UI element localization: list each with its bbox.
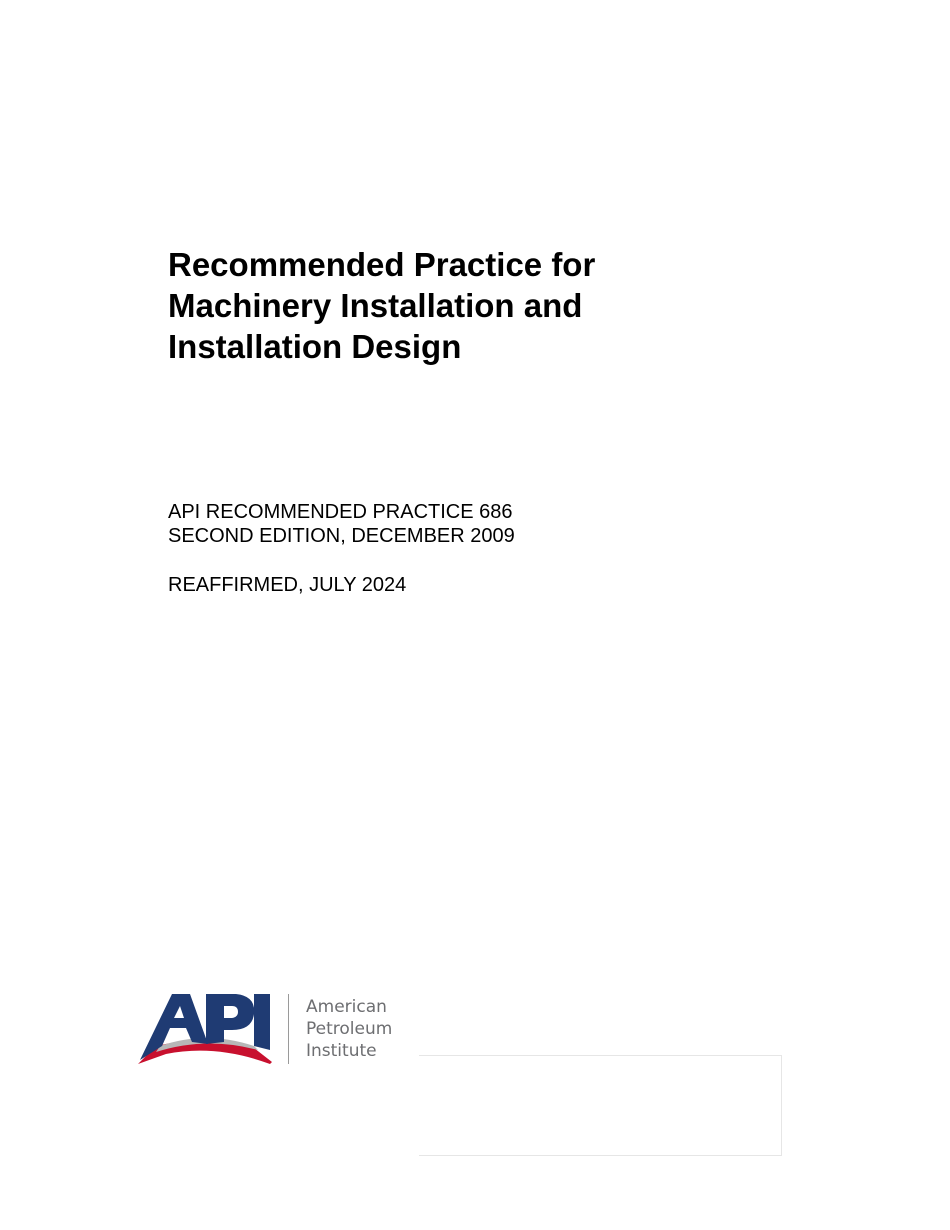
designation: API RECOMMENDED PRACTICE 686 [168, 501, 513, 523]
logo-letter-i [254, 994, 270, 1050]
document-title [168, 244, 788, 367]
logo-divider [288, 994, 289, 1064]
blank-frame [419, 1055, 782, 1156]
api-logo [136, 990, 416, 1070]
title-line-1: Recommended Practice for [168, 246, 596, 283]
logo-letter-p [206, 994, 254, 1044]
title-line-2: Machinery Installation and [168, 287, 583, 324]
logo-org-line-1: American [306, 997, 387, 1017]
document-meta [168, 500, 788, 548]
api-logo-mark [136, 990, 278, 1066]
reaffirmed-date: REAFFIRMED, JULY 2024 [168, 574, 407, 596]
logo-org-line-3: Institute [306, 1041, 377, 1061]
logo-org-name [306, 996, 392, 1062]
title-line-3: Installation Design [168, 328, 462, 365]
edition: SECOND EDITION, DECEMBER 2009 [168, 525, 515, 547]
logo-org-line-2: Petroleum [306, 1019, 393, 1039]
